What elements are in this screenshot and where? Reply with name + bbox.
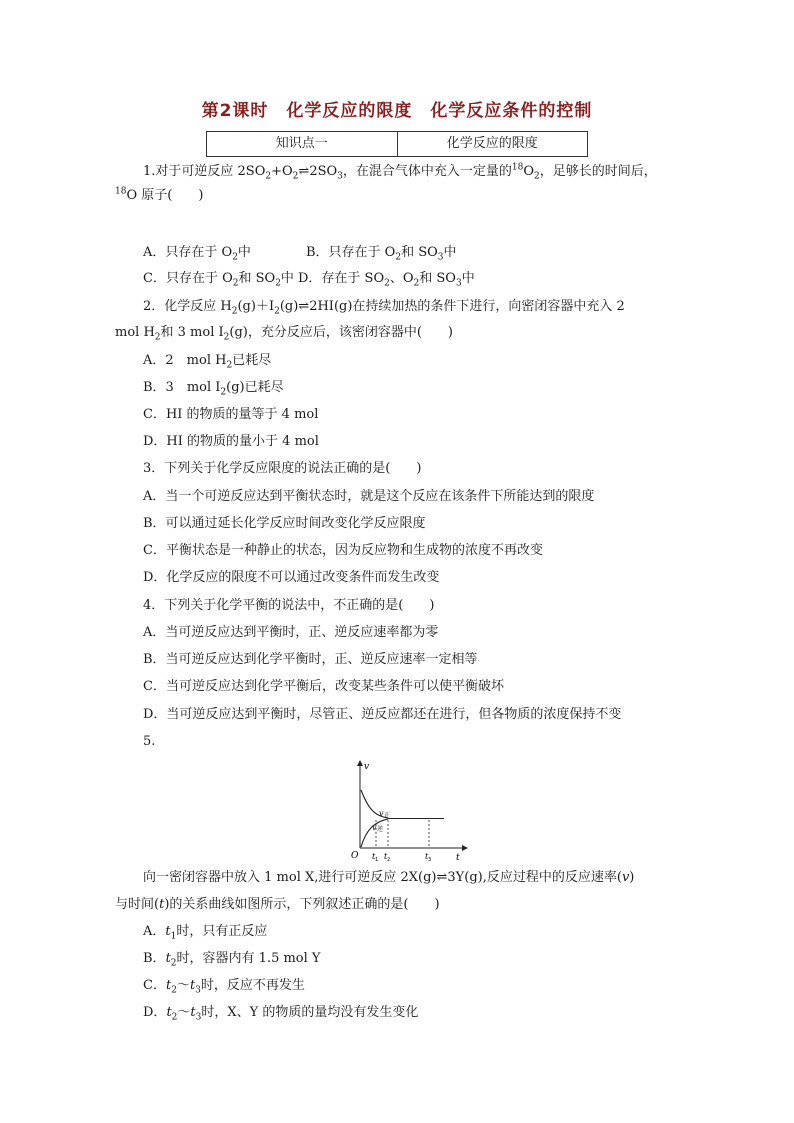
q3-option-a: A．当一个可逆反应达到平衡状态时，就是这个反应在该条件下所能达到的限度 xyxy=(143,489,595,504)
t3-sub: 3 xyxy=(428,857,432,862)
page-title: 第2课时 化学反应的限度 化学反应条件的控制 xyxy=(201,101,593,121)
t2-sub: 2 xyxy=(387,857,391,862)
knowledge-point-table xyxy=(206,131,588,157)
t2-label: t xyxy=(384,852,388,861)
q1-option-c: C．只存在于 $O_2$和 $SO_2$中 xyxy=(143,271,294,289)
q3-option-b: B．可以通过延长化学反应时间改变化学反应限度 xyxy=(143,516,426,531)
q4-option-a: A．当可逆反应达到平衡时，正、逆反应速率都为零 xyxy=(143,625,439,640)
q4-option-d: D．当可逆反应达到平衡时，尽管正、逆反应都还在进行，但各物质的浓度保持不变 xyxy=(143,707,622,722)
q4-option-c: C．当可逆反应达到化学平衡后，改变某些条件可以使平衡破坏 xyxy=(143,679,504,694)
q2-option-c: C．HI 的物质的量等于 4 mol xyxy=(143,407,319,422)
x-axis-label: t xyxy=(456,853,460,862)
q1-option-d: D．存在于 $SO_2$、$O_2$和 $SO_3$中 xyxy=(298,271,475,289)
q5-option-a: A．$t_1$时，只有正反应 xyxy=(143,924,268,942)
q5-option-d: D．$t_2\sim t_3$时，X、Y 的物质的量均没有发生变化 xyxy=(143,1005,419,1023)
q5-number: 5. xyxy=(143,734,156,749)
q3-stem: 3．下列关于化学反应限度的说法正确的是( ) xyxy=(143,461,422,476)
v-reverse-label: v xyxy=(372,823,377,832)
q4-stem: 4．下列关于化学平衡的说法中，不正确的是( ) xyxy=(143,598,435,613)
t3-label: t xyxy=(425,852,429,861)
q4-option-b: B．当可逆反应达到化学平衡时，正、逆反应速率一定相等 xyxy=(143,652,478,667)
q1-stem-line2: $^{18}$O 原子( ) xyxy=(115,186,204,203)
knowledge-point-topic: 化学反应的限度 xyxy=(397,132,588,156)
q5-option-b: B．$t_2$时，容器内有 1.5 mol Y xyxy=(143,951,321,969)
q1-stem: 1.对于可逆反应 $2SO_2+O_2\rightleftharpoons 2SO_3$，在混合气体中充入一定量的$^{18}O_2$，足够长的时间后， xyxy=(143,162,657,182)
knowledge-point-label: 知识点一 xyxy=(275,136,328,151)
t1-label: t xyxy=(372,852,376,861)
v-forward-sub: 正 xyxy=(384,812,391,819)
q2-stem-line2: mol $H_2$和 3 mol $I_2(g)$，充分反应后，该密闭容器中( ) xyxy=(115,325,453,343)
y-axis-label: v xyxy=(364,762,370,772)
q2-option-b: B．3 mol $I_2(g)$已耗尽 xyxy=(143,380,284,398)
q5-stem-line2: 与时间(t)的关系曲线如图所示，下列叙述正确的是( ) xyxy=(115,897,440,912)
q5-stem: 向一密闭容器中放入 1 mol X,进行可逆反应 2X(g)⇌3Y(g),反应过程中的反应速率(v) xyxy=(143,870,635,885)
rate-time-graph xyxy=(350,758,470,862)
q5-option-c: C．$t_2\sim t_3$时，反应不再发生 xyxy=(143,978,305,996)
q3-option-c: C．平衡状态是一种静止的状态，因为反应物和生成物的浓度不再改变 xyxy=(143,543,543,558)
v-forward-label: v xyxy=(379,809,384,818)
q2-option-d: D．HI 的物质的量小于 4 mol xyxy=(143,434,319,449)
q2-stem: 2．化学反应 $H_2(g)+I_2(g)\rightleftharpoons 2HI(g)$在持续加热的条件下进行，向密闭容器中充入 2 xyxy=(143,299,625,317)
y-axis-arrow xyxy=(357,760,363,766)
q3-option-d: D．化学反应的限度不可以通过改变条件而发生改变 xyxy=(143,570,440,585)
x-axis-arrow xyxy=(462,845,468,851)
t1-sub: 1 xyxy=(375,857,379,862)
q1-option-a: A．只存在于 $O_2$中 xyxy=(143,245,251,263)
q1-option-b: B．只存在于 $O_2$和 $SO_3$中 xyxy=(306,245,457,263)
origin-label: O xyxy=(351,851,359,861)
q2-option-a: A．2 mol $H_2$已耗尽 xyxy=(143,353,272,371)
v-reverse-sub: 逆 xyxy=(377,826,384,833)
